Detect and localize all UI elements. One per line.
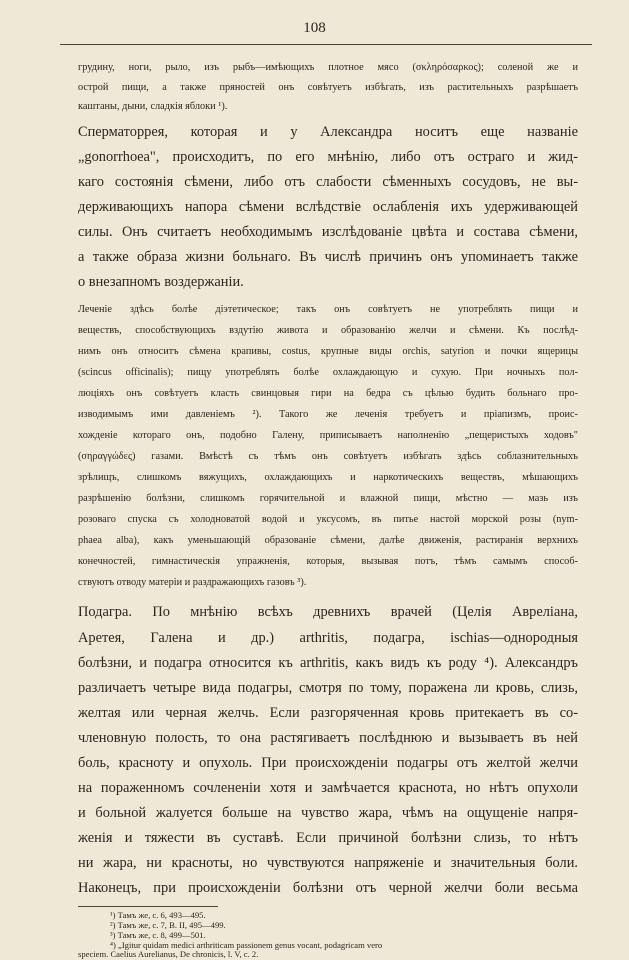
text-line: грудину, ноги, рыло, изъ рыбъ—имѣющихъ плотное мясо (σκληρόσαρκος); соленой же и <box>78 62 578 73</box>
footnote: ³) Тамъ же, с. 8, 499—501. <box>110 930 206 940</box>
text-line: силы. Онъ считаетъ необходимымъ изслѣдованіе цвѣта и состава сѣмени, <box>78 224 578 240</box>
footnote: speciem. Caelius Aurelianus, De chronicis, l. V, c. 2. <box>78 949 259 959</box>
footnote: ¹) Тамъ же, с. 6, 493—495. <box>110 910 206 920</box>
text-line: Аретея, Галена и др.) arthritis, подагра, ischias—однородныя <box>78 630 578 646</box>
text-line: Леченіе здѣсь болѣе діэтетическое; такъ онъ совѣтуетъ не употреблять пищи и <box>78 304 578 315</box>
text-line: phaea alba), какъ уменьшающій образованіе сѣмени, далѣе движенія, растиранія верхнихъ <box>78 535 578 546</box>
text-line: боль, красноту и опухоль. При происхожденіи подагры отъ желтой желчи <box>78 755 578 771</box>
text-line: Сперматоррея, которая и у Александра носитъ еще названіе <box>78 124 578 140</box>
text-line: (scincus officinalis); пищу употреблять болѣе охлаждающую и сухую. При ночныхъ пол- <box>78 367 578 378</box>
text-line: ствуютъ отводу матеріи и раздражающихъ газовъ ³). <box>78 577 307 588</box>
text-line: Подагра. По мнѣнію всѣхъ древнихъ врачей (Целія Авреліана, <box>78 604 578 620</box>
text-line: желтая или черная желчь. Если разгоряченная кровь притекаетъ въ со- <box>78 705 578 721</box>
text-line: ни жара, ни красноты, но чувствуются напряженіе и значительныя боли. <box>78 855 578 871</box>
footnote: ⁴) „Igitur quidam medici arthriticam passionem genus vocant, podagricam vero <box>110 940 383 950</box>
text-line: каго состоянія сѣмени, либо отъ слабости сѣменныхъ сосудовъ, не вы- <box>78 174 578 190</box>
text-line: люціяхъ онъ совѣтуетъ класть свинцовыя гири на бедра съ цѣлью будить больнаго про- <box>78 388 578 399</box>
text-line: держивающихъ напора сѣмени вслѣдствіе ослабленія ихъ удерживающей <box>78 199 578 215</box>
text-line: разрѣшенію болѣзни, слишкомъ горячительной и влажной пищи, мѣстно — мазь изъ <box>78 493 578 504</box>
text-line: конечностей, гимнастическія упражненія, которыя, вызывая потъ, тѣмъ самымъ способ- <box>78 556 578 567</box>
text-line: „gonorrhoea", происходитъ, по его мнѣнію, либо отъ остраго и жид- <box>78 149 578 165</box>
text-line: острой пищи, а также пряностей онъ совѣтуетъ избѣгать, изъ растительныхъ разрѣшаетъ <box>78 82 578 93</box>
header-rule <box>60 44 592 45</box>
footnote-rule <box>78 906 218 907</box>
text-line: каштаны, дыни, сладкія яблоки ¹). <box>78 101 228 112</box>
footnote: ²) Тамъ же, с. 7, В. II, 495—499. <box>110 920 226 930</box>
text-line: зрѣлищъ, слишкомъ вяжущихъ, охлаждающихъ и наркотическихъ веществъ, мѣшающихъ <box>78 472 578 483</box>
text-line: различаетъ четыре вида подагры, смотря по тому, поражена ли кровь, слизь, <box>78 680 578 696</box>
text-line: веществъ, способствующихъ вздутію живота и образованію желчи и сѣмени. Къ послѣд- <box>78 325 578 336</box>
text-line: а также образа жизни больнаго. Въ числѣ причинъ онъ упоминаетъ также <box>78 249 578 265</box>
text-line: женія и тяжести въ суставѣ. Если причиной болѣзни слизь, то нѣтъ <box>78 830 578 846</box>
text-line: (σηραγγώδες) газами. Вмѣстѣ съ тѣмъ онъ совѣтуетъ избѣгать здѣсь соблазнительныхъ <box>78 451 578 462</box>
text-line: членовную полость, то она растягиваетъ послѣднюю и вызываетъ въ ней <box>78 730 578 746</box>
text-line: розоваго спуска съ холодноватой водой и уксусомъ, въ питье настой морской розы (nym- <box>78 514 578 525</box>
page-number: 108 <box>303 20 326 36</box>
text-line: хожденіе котораго онъ, подобно Галену, приписываетъ наполненію „пещеристыхъ ходовъ" <box>78 430 578 441</box>
text-line: изводимымъ ими давленіемъ ²). Такого же леченія требуетъ и пріапизмъ, проис- <box>78 409 578 420</box>
text-line: нимъ онъ относитъ сѣмена крапивы, costus, крупные виды orchis, satyrion и почки ящерицы <box>78 346 578 357</box>
text-line: на пораженномъ сочлененіи хотя и замѣчается краснота, но нѣтъ опухоли <box>78 780 578 796</box>
text-line: и больной жалуется больше на чувство жара, чѣмъ на ощущеніе напря- <box>78 805 578 821</box>
text-line: Наконецъ, при происхожденіи болѣзни отъ черной желчи боли весьма <box>78 880 578 896</box>
text-line: болѣзни, и подагра относится къ arthritis, какъ видъ къ роду ⁴). Александръ <box>78 655 578 671</box>
text-line: о внезапномъ воздержаніи. <box>78 274 244 290</box>
